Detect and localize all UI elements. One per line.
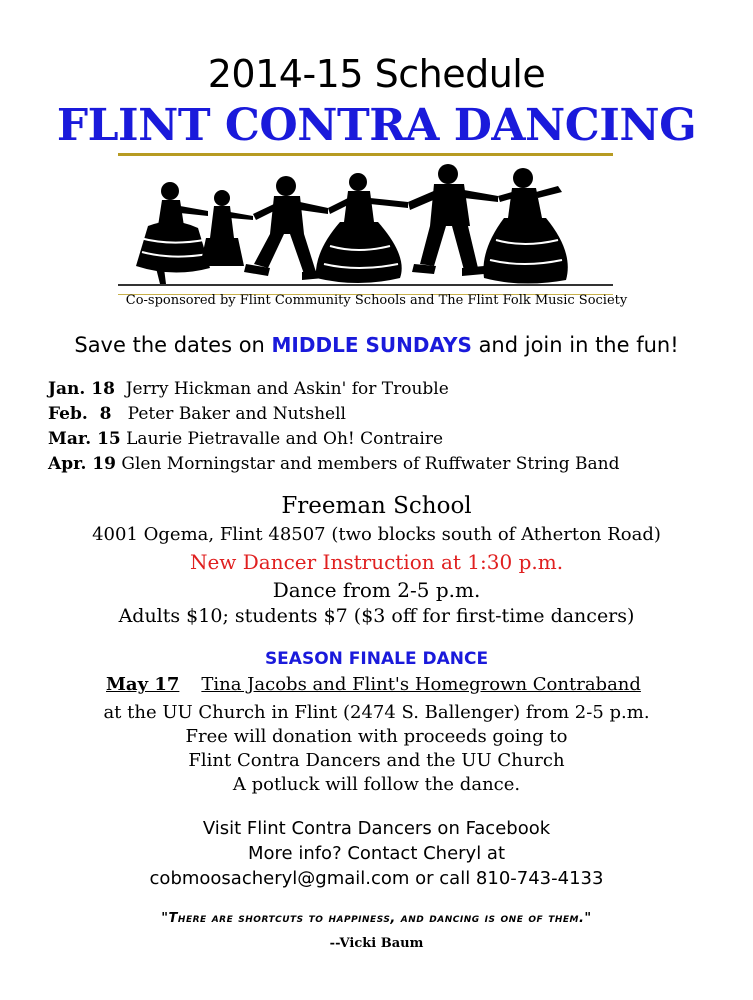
finale-title: SEASON FINALE DANCE bbox=[264, 649, 489, 669]
contact-line: More info? Contact Cheryl at bbox=[247, 843, 506, 864]
finale-donation: Free will donation with proceeds going to bbox=[185, 726, 568, 747]
finale-potluck: A potluck will follow the dance. bbox=[232, 774, 521, 795]
new-dancer-instruction: New Dancer Instruction at 1:30 p.m. bbox=[189, 550, 564, 574]
schedule-band: Jerry Hickman and Askin' for Trouble bbox=[125, 379, 449, 399]
save-dates-line bbox=[0, 333, 753, 357]
finale-event-line bbox=[106, 674, 641, 695]
schedule-row bbox=[48, 454, 619, 474]
schedule-band: Glen Morningstar and members of Ruffwater String Band bbox=[121, 454, 620, 474]
venue-name: Freeman School bbox=[281, 493, 472, 519]
contact-email-phone: cobmoosacheryl@gmail.com or call 810-743-4133 bbox=[149, 868, 604, 889]
dance-time: Dance from 2-5 p.m. bbox=[272, 578, 481, 602]
dancers-silhouette-image bbox=[118, 156, 613, 291]
save-dates-before: Save the dates on bbox=[74, 333, 272, 357]
admission-prices: Adults $10; students $7 ($3 off for first-time dancers) bbox=[118, 605, 635, 627]
save-dates-after: and join in the fun! bbox=[471, 333, 679, 357]
finale-beneficiaries: Flint Contra Dancers and the UU Church bbox=[188, 750, 565, 771]
schedule-date: Apr. 19 bbox=[48, 454, 116, 474]
schedule-band: Peter Baker and Nutshell bbox=[127, 404, 346, 424]
schedule-row bbox=[48, 379, 449, 399]
page-title: FLINT CONTRA DANCING bbox=[56, 100, 697, 151]
schedule-date: Feb. 8 bbox=[48, 404, 112, 424]
schedule-row bbox=[48, 429, 443, 449]
schedule-year-title: 2014-15 Schedule bbox=[207, 52, 546, 96]
cosponsor-note: Co-sponsored by Flint Community Schools and The Flint Folk Music Society bbox=[125, 293, 628, 308]
schedule-band: Laurie Pietravalle and Oh! Contraire bbox=[126, 429, 444, 449]
finale-band: Tina Jacobs and Flint's Homegrown Contraband bbox=[201, 674, 641, 695]
quote-author: --Vicki Baum bbox=[329, 936, 424, 951]
schedule-row bbox=[48, 404, 346, 424]
facebook-note: Visit Flint Contra Dancers on Facebook bbox=[202, 818, 551, 839]
middle-sundays-highlight: MIDDLE SUNDAYS bbox=[271, 333, 472, 357]
finale-location: at the UU Church in Flint (2474 S. Ballenger) from 2-5 p.m. bbox=[103, 702, 650, 723]
schedule-date: Jan. 18 bbox=[48, 379, 115, 399]
dancers-illustration bbox=[118, 153, 613, 295]
schedule-date: Mar. 15 bbox=[48, 429, 121, 449]
quote-text: "There are shortcuts to happiness, and dancing is one of them." bbox=[161, 911, 592, 926]
venue-address: 4001 Ogema, Flint 48507 (two blocks south of Atherton Road) bbox=[92, 524, 661, 545]
finale-date: May 17 bbox=[106, 674, 180, 695]
